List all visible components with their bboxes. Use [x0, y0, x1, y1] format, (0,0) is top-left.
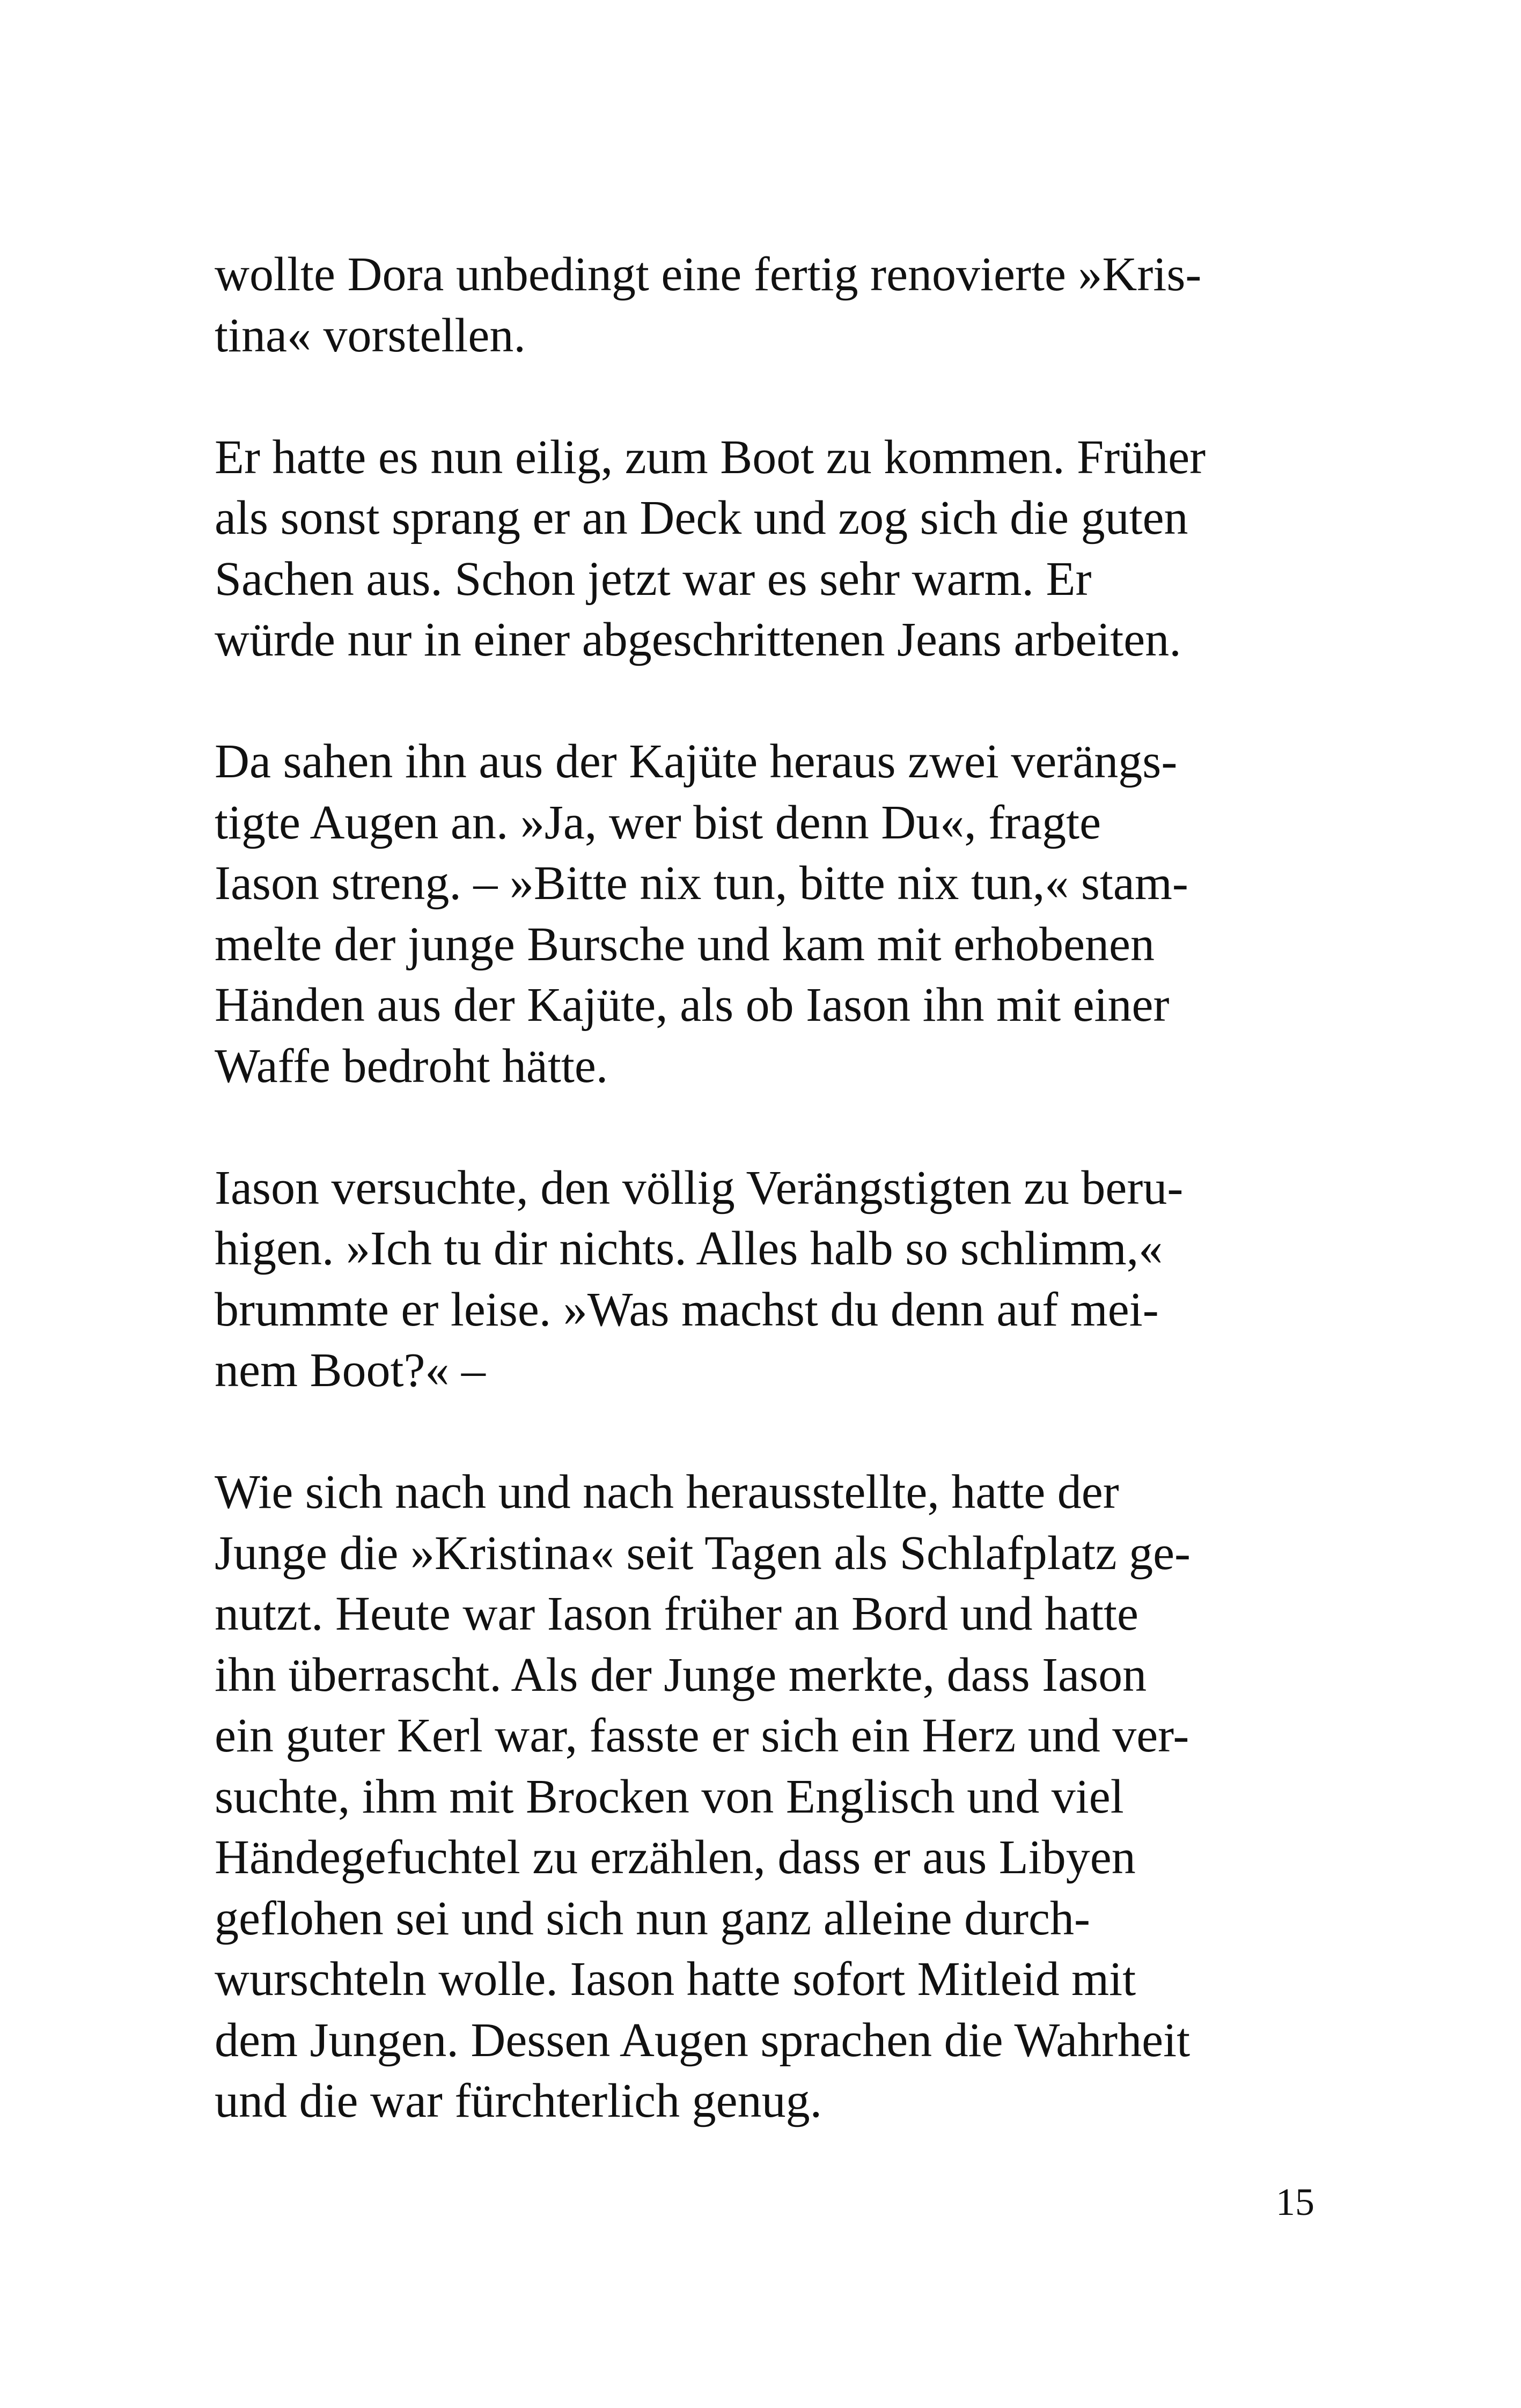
text-line: Iason versuchte, den völlig Verängstigten zu beru-: [215, 1161, 1184, 1214]
text-line: Junge die »Kristina« seit Tagen als Schlafplatz ge-: [215, 1526, 1191, 1580]
paragraph: [215, 731, 1320, 1096]
text-line: brummte er leise. »Was machst du denn auf mei-: [215, 1283, 1159, 1336]
paragraph: [215, 244, 1320, 366]
body-text: [215, 244, 1320, 2132]
paragraph-gap: [215, 366, 1320, 427]
text-line: würde nur in einer abgeschrittenen Jeans arbeiten.: [215, 613, 1181, 666]
text-line: melte der junge Bursche und kam mit erhobenen: [215, 917, 1155, 971]
paragraph-gap: [215, 1401, 1320, 1462]
text-line: und die war fürchterlich genug.: [215, 2074, 822, 2127]
page-number: 15: [1276, 2181, 1314, 2223]
text-line: Iason streng. – »Bitte nix tun, bitte nix tun,« stam-: [215, 857, 1188, 910]
paragraph: [215, 427, 1320, 671]
text-line: Händen aus der Kajüte, als ob Iason ihn mit einer: [215, 978, 1170, 1032]
text-line: Händegefuchtel zu erzählen, dass er aus Libyen: [215, 1831, 1136, 1884]
text-line: wollte Dora unbedingt eine fertig renovierte »Kris-: [215, 248, 1202, 301]
text-line: ein guter Kerl war, fasste er sich ein Herz und ver-: [215, 1709, 1189, 1762]
paragraph-gap: [215, 1096, 1320, 1158]
text-line: Waffe bedroht hätte.: [215, 1039, 608, 1093]
text-line: wurschteln wolle. Iason hatte sofort Mitleid mit: [215, 1953, 1136, 2006]
paragraph: [215, 1462, 1320, 2132]
paragraph-gap: [215, 671, 1320, 732]
text-line: Er hatte es nun eilig, zum Boot zu kommen. Früher: [215, 430, 1206, 484]
text-line: als sonst sprang er an Deck und zog sich die guten: [215, 491, 1188, 544]
text-line: suchte, ihm mit Brocken von Englisch und viel: [215, 1770, 1124, 1823]
text-line: nem Boot?« –: [215, 1344, 486, 1397]
text-line: higen. »Ich tu dir nichts. Alles halb so schlimm,«: [215, 1222, 1163, 1275]
paragraph: [215, 1158, 1320, 1401]
text-line: Sachen aus. Schon jetzt war es sehr warm. Er: [215, 552, 1092, 606]
text-line: dem Jungen. Dessen Augen sprachen die Wahrheit: [215, 2013, 1191, 2067]
text-line: tigte Augen an. »Ja, wer bist denn Du«, fragte: [215, 796, 1101, 849]
text-line: nutzt. Heute war Iason früher an Bord und hatte: [215, 1587, 1138, 1640]
text-line: ihn überrascht. Als der Junge merkte, dass Iason: [215, 1648, 1147, 1702]
text-line: Wie sich nach und nach herausstellte, hatte der: [215, 1466, 1119, 1519]
text-line: tina« vorstellen.: [215, 308, 526, 362]
text-line: Da sahen ihn aus der Kajüte heraus zwei verängs-: [215, 735, 1178, 788]
text-line: geflohen sei und sich nun ganz alleine durch-: [215, 1891, 1090, 1945]
